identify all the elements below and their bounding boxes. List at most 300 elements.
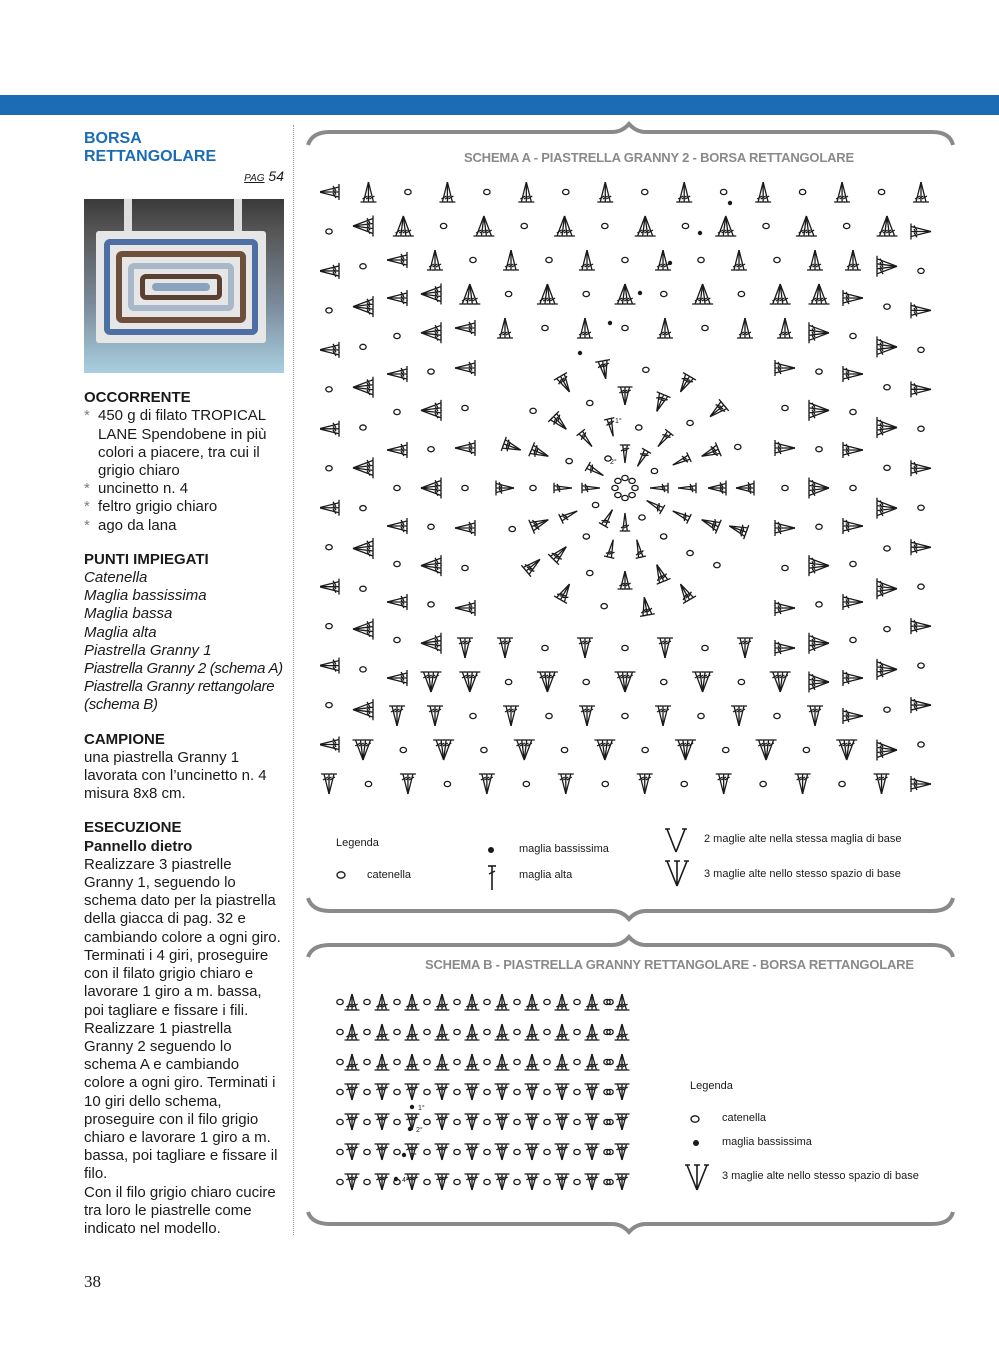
double-crochet	[674, 584, 689, 603]
chain-stitch	[816, 369, 822, 374]
dc-cluster	[775, 440, 795, 456]
chain-stitch	[424, 1149, 430, 1154]
double-crochet	[775, 600, 795, 608]
double-crochet	[472, 1144, 480, 1160]
chain-stitch	[681, 781, 687, 786]
chain-stitch	[462, 405, 468, 410]
double-crochet	[495, 1114, 503, 1130]
chain-stitch	[622, 713, 628, 718]
double-crochet	[921, 182, 929, 202]
double-crochet	[911, 302, 931, 310]
double-crochet	[320, 745, 339, 753]
dc-cluster	[353, 740, 374, 760]
double-crochet	[577, 638, 585, 658]
dc-cluster	[320, 579, 339, 595]
dc-cluster	[807, 250, 823, 270]
double-crochet	[457, 638, 465, 658]
double-crochet	[843, 594, 863, 602]
double-crochet	[320, 508, 339, 516]
double-crochet	[320, 342, 339, 350]
dc-cluster	[405, 1084, 420, 1100]
double-crochet	[775, 520, 795, 528]
double-crochet	[585, 1054, 593, 1070]
dc-cluster	[548, 411, 571, 434]
double-crochet	[731, 250, 739, 270]
dc-cluster	[455, 440, 475, 456]
chain-stitch	[544, 1089, 550, 1094]
stitch-item: Maglia bassa	[84, 605, 173, 623]
double-crochet	[562, 1024, 570, 1040]
dc-cluster	[345, 1144, 360, 1160]
double-crochet	[397, 706, 405, 726]
chain-stitch	[763, 223, 769, 228]
list-item: * 450 g di filato TROPICAL LANE Spendobene in più colori a piacere, tra cui il grigio chiaro	[84, 407, 284, 480]
chain-stitch	[470, 257, 476, 262]
dc-cluster	[345, 1024, 360, 1040]
double-crochet	[702, 513, 721, 527]
chain-stitch	[462, 485, 468, 490]
dc-cluster	[435, 1144, 450, 1160]
double-crochet	[387, 594, 407, 602]
double-crochet	[736, 481, 754, 489]
double-crochet	[654, 394, 666, 413]
legend-dc-label: maglia alta	[519, 869, 573, 881]
chain-stitch	[583, 534, 589, 539]
double-crochet	[320, 350, 339, 358]
dc-cluster	[421, 284, 441, 305]
double-crochet	[495, 994, 503, 1010]
double-crochet	[525, 1024, 533, 1040]
chain-stitch	[816, 524, 822, 529]
dc-cluster	[435, 1174, 450, 1190]
double-crochet	[911, 697, 931, 705]
esecuzione-paragraph: Realizzare 3 piastrelle Granny 1, seguendo lo schema dato per la piastrella della giacca di pag. 32 e cambiando colore a ogni giro. Terminati i 4 giri, proseguire con il filato grigio chiaro e lavorare 1 giro a m. bassa, poi tagliare e fissare i fili.	[84, 855, 281, 1019]
dc-cluster	[756, 740, 777, 760]
chain-stitch	[884, 626, 890, 631]
chain-stitch	[530, 485, 536, 490]
three-dc-same-space-icon	[684, 1162, 710, 1192]
chain-stitch	[424, 1059, 430, 1064]
dc-cluster	[585, 1024, 600, 1040]
chain-stitch	[574, 1089, 580, 1094]
double-crochet	[435, 1054, 443, 1070]
chain-stitch	[454, 1059, 460, 1064]
dc-cluster	[514, 740, 535, 760]
dc-cluster	[911, 776, 931, 792]
campione-heading: CAMPIONE	[84, 730, 165, 748]
double-crochet	[676, 182, 684, 202]
dc-cluster	[577, 429, 596, 450]
double-crochet	[472, 1084, 480, 1100]
dc-cluster	[465, 1024, 480, 1040]
chain-stitch	[918, 268, 924, 273]
dc-cluster	[843, 670, 863, 686]
double-crochet	[352, 1024, 360, 1040]
double-crochet	[525, 1084, 533, 1100]
double-crochet	[382, 1024, 390, 1040]
double-crochet	[465, 1114, 473, 1130]
dc-cluster	[807, 706, 823, 726]
chain-stitch	[723, 747, 729, 752]
chain-stitch	[544, 1179, 550, 1184]
dc-cluster	[737, 318, 753, 338]
chain-stitch	[326, 466, 332, 471]
chain-stitch	[602, 223, 608, 228]
dc-cluster	[554, 483, 572, 494]
double-crochet	[842, 182, 850, 202]
double-crochet	[618, 571, 626, 589]
dc-cluster	[585, 994, 600, 1010]
double-crochet	[670, 510, 689, 523]
dc-cluster	[674, 580, 696, 603]
double-crochet	[561, 373, 576, 392]
dc-cluster	[320, 500, 339, 516]
dc-cluster	[911, 697, 931, 713]
dc-cluster	[435, 1084, 450, 1100]
double-crochet	[412, 994, 420, 1010]
chain-stitch	[702, 645, 708, 650]
dc-cluster	[389, 706, 405, 726]
double-crochet	[479, 774, 487, 794]
double-crochet	[592, 1114, 600, 1130]
double-crochet	[745, 318, 753, 338]
double-crochet	[650, 487, 668, 493]
dc-cluster	[455, 600, 475, 616]
double-crochet	[442, 1054, 450, 1070]
double-crochet	[562, 1114, 570, 1130]
chain-stitch	[561, 747, 567, 752]
dc-cluster	[650, 392, 671, 414]
dc-cluster	[705, 399, 728, 422]
double-crochet	[465, 994, 473, 1010]
double-crochet	[320, 271, 339, 279]
double-crochet	[320, 429, 339, 437]
slip-stitch	[408, 1127, 412, 1131]
chain-stitch	[774, 257, 780, 262]
double-crochet	[435, 1114, 443, 1130]
chain-stitch	[544, 1149, 550, 1154]
double-crochet	[387, 298, 407, 306]
chain-stitch	[428, 369, 434, 374]
double-crochet	[724, 774, 732, 794]
double-crochet	[622, 1174, 630, 1190]
chain-stitch	[360, 344, 366, 349]
double-crochet	[736, 488, 754, 496]
dc-cluster	[353, 377, 373, 398]
dc-cluster	[537, 672, 558, 692]
dc-cluster	[375, 1174, 390, 1190]
double-crochet	[592, 1174, 600, 1190]
double-crochet	[911, 539, 931, 547]
double-crochet	[387, 678, 407, 686]
double-crochet	[911, 389, 931, 397]
double-crochet-icon	[486, 864, 498, 892]
chain-stitch	[735, 444, 741, 449]
dc-cluster	[525, 1174, 540, 1190]
dc-cluster	[670, 506, 691, 523]
chain-stitch	[364, 1149, 370, 1154]
double-crochet	[352, 1114, 360, 1130]
dc-cluster	[501, 437, 523, 457]
dc-cluster	[585, 1174, 600, 1190]
double-crochet	[496, 481, 514, 489]
dc-cluster	[585, 462, 606, 480]
double-crochet	[637, 450, 651, 469]
double-crochet	[375, 1024, 383, 1040]
double-crochet	[554, 483, 572, 489]
double-crochet	[622, 1054, 630, 1070]
double-crochet	[708, 481, 726, 489]
double-crochet	[502, 1084, 510, 1100]
legend-dc3-label: 3 maglie alte nello stesso spazio di base	[722, 1170, 919, 1182]
slip-stitch	[578, 351, 582, 355]
double-crochet	[382, 994, 390, 1010]
dc-cluster	[911, 223, 931, 239]
double-crochet	[532, 1114, 540, 1130]
slip-stitch	[402, 1153, 406, 1157]
double-crochet	[442, 1144, 450, 1160]
chain-stitch	[364, 1029, 370, 1034]
dc-cluster	[495, 1084, 510, 1100]
double-crochet	[592, 994, 600, 1010]
double-crochet	[911, 231, 931, 239]
slip-stitch	[728, 201, 732, 205]
double-crochet	[405, 1054, 413, 1070]
double-crochet	[502, 1114, 510, 1130]
dc-cluster	[731, 706, 747, 726]
double-crochet	[763, 182, 771, 202]
chain-stitch	[454, 999, 460, 1004]
double-crochet	[624, 445, 630, 463]
double-crochet	[529, 513, 548, 527]
chain-stitch	[884, 385, 890, 390]
dc-cluster	[400, 774, 416, 794]
list-item: * ago da lana	[84, 517, 284, 535]
dc-cluster	[877, 336, 897, 357]
dc-cluster	[708, 481, 726, 496]
double-crochet	[435, 1084, 443, 1100]
double-crochet	[882, 774, 890, 794]
chain-stitch	[424, 1179, 430, 1184]
dc-cluster	[911, 618, 931, 634]
dc-cluster	[809, 633, 829, 654]
chain-stitch	[481, 747, 487, 752]
double-crochet	[587, 706, 595, 726]
chain-stitch	[394, 333, 400, 338]
double-crochet	[911, 310, 931, 318]
chain-stitch	[484, 1059, 490, 1064]
dc-cluster	[387, 290, 407, 306]
double-crochet	[496, 488, 514, 496]
double-crochet	[665, 318, 673, 338]
double-crochet	[368, 182, 376, 202]
dc-cluster	[353, 457, 373, 478]
chain-stitch	[884, 707, 890, 712]
double-crochet	[562, 1144, 570, 1160]
double-crochet	[650, 565, 664, 584]
double-crochet	[775, 360, 795, 368]
dc-cluster	[582, 483, 600, 494]
chain-stitch	[428, 602, 434, 607]
double-crochet	[320, 184, 339, 192]
double-crochet	[843, 602, 863, 610]
chain-stitch	[514, 1179, 520, 1184]
dc-cluster	[439, 182, 455, 202]
chain-stitch	[687, 550, 693, 555]
double-crochet	[532, 1084, 540, 1100]
dc-cluster	[465, 1084, 480, 1100]
chain-stitch	[514, 999, 520, 1004]
dc-cluster	[877, 659, 897, 680]
double-crochet	[843, 450, 863, 458]
double-crochet	[320, 500, 339, 508]
dc-cluster	[375, 1114, 390, 1130]
double-crochet	[525, 1114, 533, 1130]
double-crochet	[502, 1024, 510, 1040]
double-crochet	[562, 994, 570, 1010]
dc-cluster	[375, 1144, 390, 1160]
double-crochet	[622, 994, 630, 1010]
dc-cluster	[775, 520, 795, 536]
double-crochet	[585, 1084, 593, 1100]
double-crochet	[561, 510, 580, 523]
dc-cluster	[770, 672, 791, 692]
double-crochet	[321, 774, 329, 794]
dc-cluster	[375, 994, 390, 1010]
double-crochet	[587, 250, 595, 270]
double-crochet	[389, 706, 397, 726]
double-crochet	[615, 1024, 623, 1040]
double-crochet	[577, 318, 585, 338]
double-crochet	[352, 1174, 360, 1190]
chain-stitch	[542, 325, 548, 330]
dc-cluster	[676, 182, 692, 202]
double-crochet	[387, 450, 407, 458]
double-crochet	[579, 250, 587, 270]
chain-stitch	[661, 679, 667, 684]
double-crochet	[615, 994, 623, 1010]
chain-stitch	[639, 515, 645, 520]
double-crochet	[745, 638, 753, 658]
page-number: 38	[84, 1272, 101, 1291]
dc-cluster	[911, 460, 931, 476]
dc-cluster	[843, 518, 863, 534]
dc-cluster	[525, 994, 540, 1010]
double-crochet	[566, 774, 574, 794]
dc-cluster	[421, 672, 442, 692]
double-crochet	[853, 250, 861, 270]
double-crochet	[442, 1084, 450, 1100]
dc-cluster	[548, 541, 571, 564]
double-crochet	[795, 774, 803, 794]
chain-stitch	[542, 645, 548, 650]
double-crochet	[455, 600, 475, 608]
dc-cluster	[495, 1174, 510, 1190]
chain-stitch	[364, 1089, 370, 1094]
chain-stitch	[424, 999, 430, 1004]
dc-cluster	[834, 182, 850, 202]
double-crochet	[803, 774, 811, 794]
double-crochet	[678, 487, 696, 493]
article-title-line-1: BORSA	[84, 130, 142, 147]
chain-stitch	[843, 223, 849, 228]
double-crochet	[637, 774, 645, 794]
dc-cluster	[320, 342, 339, 358]
chain-stitch	[530, 408, 536, 413]
dc-cluster	[521, 554, 544, 577]
round-number-label: 1°	[615, 418, 622, 425]
dc-cluster	[675, 740, 696, 760]
double-crochet	[511, 250, 519, 270]
dc-cluster	[620, 513, 631, 531]
dc-cluster	[320, 421, 339, 437]
chain-stitch	[850, 485, 856, 490]
double-crochet	[320, 192, 339, 200]
chain-stitch	[364, 1059, 370, 1064]
chain-stitch	[424, 1029, 430, 1034]
dc-cluster	[353, 699, 373, 720]
chain-stitch	[839, 781, 845, 786]
chain-stitch	[720, 189, 726, 194]
double-crochet	[495, 1054, 503, 1070]
chain-stitch	[612, 485, 618, 490]
chain-stitch	[484, 1149, 490, 1154]
chain-stitch	[424, 1119, 430, 1124]
chain-stitch	[918, 347, 924, 352]
double-crochet	[382, 1054, 390, 1070]
double-crochet	[320, 666, 339, 674]
dc-cluster	[496, 481, 514, 496]
double-crochet	[587, 462, 606, 476]
dc-cluster	[459, 672, 480, 692]
chain-stitch	[514, 1089, 520, 1094]
dc-cluster	[615, 1114, 630, 1130]
double-crochet	[815, 250, 823, 270]
round-number-label: 4°	[402, 1177, 409, 1184]
chain-stitch	[563, 189, 569, 194]
double-crochet	[731, 706, 739, 726]
double-crochet	[382, 1174, 390, 1190]
stitch-item: Maglia alta	[84, 623, 157, 641]
dc-cluster	[843, 290, 863, 306]
schema-b-top-bracket	[308, 937, 953, 957]
double-crochet	[620, 513, 626, 531]
dc-cluster	[577, 318, 593, 338]
dc-cluster	[775, 640, 795, 656]
schema-b-legend	[690, 1080, 950, 1200]
double-crochet	[472, 994, 480, 1010]
list-item: * feltro grigio chiaro	[84, 498, 284, 516]
chain-stitch	[484, 999, 490, 1004]
chain-stitch	[615, 492, 621, 497]
double-crochet	[625, 571, 633, 589]
chain-stitch	[394, 1029, 400, 1034]
double-crochet	[663, 250, 671, 270]
chain-stitch	[360, 425, 366, 430]
chain-stitch	[643, 367, 649, 372]
double-crochet	[497, 318, 505, 338]
dc-cluster	[435, 994, 450, 1010]
dc-cluster	[715, 216, 736, 236]
round-number-label: 2°	[416, 1127, 423, 1134]
dc-cluster	[843, 366, 863, 382]
double-crochet	[532, 1024, 540, 1040]
chain-stitch	[622, 475, 628, 480]
double-crochet	[345, 1174, 353, 1190]
dc-cluster	[320, 737, 339, 753]
dc-cluster	[809, 555, 829, 576]
double-crochet	[442, 1114, 450, 1130]
